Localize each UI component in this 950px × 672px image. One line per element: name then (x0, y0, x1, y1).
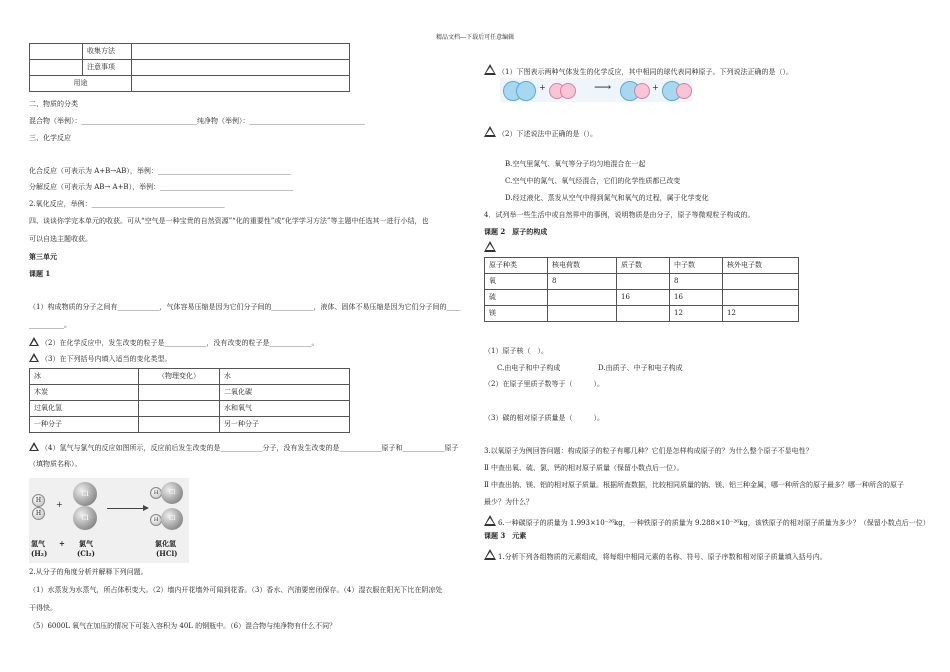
triangle-icon (484, 241, 496, 252)
table-cell (617, 274, 670, 290)
table-header-cell: 核电荷数 (548, 258, 617, 274)
plus-sign: + (539, 83, 546, 92)
table-cell: 木炭 (30, 385, 139, 401)
arrow-head-icon (143, 505, 149, 511)
table-row (30, 369, 350, 385)
triangle-icon (484, 64, 496, 75)
triangle-icon (484, 515, 496, 526)
option-text: B.空气里氮气、氧气等分子均匀地混合在一起 (505, 160, 646, 168)
table-cell: 收集方法 (83, 44, 132, 60)
question-text: 干得快。 (29, 604, 57, 612)
label-chlorine-formula: (Cl₂) (77, 549, 95, 558)
option-text: D.经过液化、蒸发从空气中得到氮气和氧气的过程，属于化学变化 (505, 194, 709, 202)
table-cell: 二氧化碳 (220, 385, 350, 401)
question-text: Ⅱ 中查出氧、硫、氯、钙的相对原子质量（保留小数点后一位）。 (484, 464, 684, 472)
label-hydrogen-formula: (H₂) (31, 549, 48, 558)
table-cell (30, 60, 83, 76)
table-row (30, 417, 350, 433)
blue-atom-icon (516, 81, 536, 101)
table-cell: 16 (617, 290, 670, 306)
plus-sign: + (56, 500, 63, 509)
text-line: 四、谈谈你学完本单元的收获。可从“空气是一种宝贵的自然资源”“化的重要性”或“化学学习方法”等主题中任选其一进行小结，也 (29, 217, 429, 225)
unit-title: 第三单元 (29, 252, 57, 261)
chlorine-atom-icon: Cl (73, 482, 97, 506)
question-text (484, 64, 793, 76)
text-line: 化合反应（可表示为 A+B→AB），举例：______________________________________ (29, 167, 291, 175)
question-label: 1.分析下列各组物质的元素组成，将每组中相同元素的名称、符号、原子序数和相对原子质量填入括号内。 (498, 553, 827, 561)
table-cell: 注意事项 (83, 60, 132, 76)
table-cell: 12 (723, 306, 799, 322)
table-cell: 镁 (485, 306, 548, 322)
option-text: D.由质子、中子和电子构成 (598, 364, 683, 372)
lesson-title: 课题 1 (29, 269, 51, 278)
table-cell: 水和氧气 (220, 401, 350, 417)
table-cell (132, 44, 350, 60)
question-text: 4．试列举一些生活中或自然界中的事例，说明物质是由分子，原子等微观粒子构成的。 (484, 211, 755, 219)
table-cell: 氧 (485, 274, 548, 290)
table-header-cell: 中子数 (670, 258, 723, 274)
hydrogen-atom-icon: H (150, 514, 162, 526)
hydrogen-atom-icon: H (150, 487, 162, 499)
text-line: 混合物（举例）：_________________________________纯净物（举例）：_________________________________ (29, 117, 365, 125)
question-text (484, 549, 827, 561)
question-label: （1）下图表示两种气体发生的化学反应，其中相同的球代表同种原子。下列说法正确的是（）。 (498, 68, 793, 76)
question-text: __________。 (29, 321, 71, 329)
molecule-diagram (500, 78, 692, 102)
question-text: （1）原子核（ ）。 (484, 347, 548, 355)
table-row (30, 44, 350, 60)
chlorine-atom-icon: Cl (161, 482, 183, 504)
table-row (485, 290, 799, 306)
reaction-arrow: ⟶ (594, 80, 612, 94)
table-row (30, 76, 350, 92)
table-cell (139, 417, 220, 433)
table-cell: 过氧化氢 (30, 401, 139, 417)
question-marker (484, 241, 498, 253)
question-text: 最少？为什么？ (484, 498, 533, 506)
table-cell (139, 385, 220, 401)
lesson-title: 课题 3 元素 (484, 531, 527, 540)
table-cell: 8 (670, 274, 723, 290)
table-header-cell: 核外电子数 (723, 258, 799, 274)
question-text: （3）碳的相对原子质量是（ ）。 (484, 414, 604, 422)
table-row (485, 274, 799, 290)
text-line: 分解反应（可表示为 AB→ A+B），举例：______________________________________ (29, 183, 294, 191)
reaction-arrow (107, 508, 145, 509)
table-cell: （物理变化） (139, 369, 220, 385)
table-cell (30, 44, 83, 60)
question-label: （4）氢气与氯气的反应如图所示，反应前后发生改变的是____________分子，没有发生改变的是____________原子和____________原子 (41, 444, 459, 452)
question-label: （2）下述说法中正确的是（）。 (498, 130, 597, 138)
table-cell: 一种分子 (30, 417, 139, 433)
question-text (29, 337, 318, 347)
reaction-figure (29, 478, 189, 563)
table-row (485, 306, 799, 322)
table-row (30, 385, 350, 401)
question-text: （填物质名称）。 (29, 460, 82, 468)
table-cell: 8 (548, 274, 617, 290)
table-header-cell: 原子种类 (485, 258, 548, 274)
question-text (484, 126, 597, 138)
question-text: （2）在原子里质子数等于（ ）。 (484, 380, 604, 388)
chlorine-atom-icon: Cl (161, 508, 183, 530)
table-cell (723, 290, 799, 306)
hydrogen-atom-icon: H (32, 507, 45, 520)
question-text: （1）构成物质的分子之间有____________，气体容易压缩是因为它们分子间的____________，液体、固体不易压缩是因为它们分子间的____ (29, 303, 461, 311)
question-text: Ⅱ 中查出钠、镁、铝的相对原子质量。根据所查数据，比较相同质量的钠、镁、铝三种金属，哪一种所含的原子最多？哪一种所含的原子 (484, 481, 904, 489)
table-cell (617, 306, 670, 322)
table-cell: 硫 (485, 290, 548, 306)
table-cell (548, 290, 617, 306)
question-text: 3.以氧原子为例回答问题：构成原子的粒子有哪几种？它们是怎样构成原子的？为什么整个原子不显电性？ (484, 447, 813, 455)
question-text (484, 515, 930, 527)
table-cell: 12 (670, 306, 723, 322)
question-label: 6.一种碳原子的质量为 1.993×10⁻²⁶kg，一种铁原子的质量为 9.288×10⁻²⁶kg，该铁原子的相对原子质量为多少？（保留小数点后一位） (498, 519, 930, 527)
triangle-icon (29, 442, 39, 451)
table-cell: 16 (670, 290, 723, 306)
change-type-table (29, 368, 350, 433)
table-cell (139, 401, 220, 417)
table-cell: 用途 (30, 76, 132, 92)
text-line: 2.氧化反应，举例：______________________________________ (29, 200, 225, 208)
atom-structure-table (484, 257, 799, 322)
table-cell (132, 76, 350, 92)
plus-sign: + (652, 83, 659, 92)
question-text: （1）水蒸发为水蒸气，所占体积变大。（2）墙内开花墙外可闻到花香。（3）香水、汽油要密闭保存。（4）湿衣服在阳光下比在阴凉处 (29, 586, 443, 594)
question-text (29, 442, 458, 452)
label-hcl: 氯化氢 (155, 539, 176, 548)
section-heading: 二、物质的分类 (29, 100, 78, 108)
table-header-cell: 质子数 (617, 258, 670, 274)
plus-sign: + (59, 539, 65, 548)
lesson-title: 课题 2 原子的构成 (484, 227, 548, 236)
triangle-icon (29, 353, 39, 362)
label-chlorine: 氯气 (79, 539, 93, 548)
section-heading: 三、化学反应 (29, 134, 71, 142)
option-text: C.空气中的氮气、氧气经混合，它们的化学性质都已改变 (505, 177, 681, 185)
question-text: （5）6000L 氧气在加压的情况下可装入容积为 40L 的钢瓶中。（6）混合物与纯净物有什么不同？ (29, 622, 337, 630)
hydrogen-atom-icon: H (32, 494, 45, 507)
collection-table (29, 43, 350, 92)
pink-atom-icon (634, 83, 650, 99)
table-cell: 冰 (30, 369, 139, 385)
table-row (30, 60, 350, 76)
label-hydrogen: 氢气 (31, 539, 45, 548)
table-header-row (485, 258, 799, 274)
option-text: C.由电子和中子构成 (497, 364, 561, 372)
triangle-icon (484, 549, 496, 560)
table-cell: 另一种分子 (220, 417, 350, 433)
table-cell (548, 306, 617, 322)
chlorine-atom-icon: Cl (73, 506, 97, 530)
text-line: 可以自选主题收获。 (29, 235, 92, 243)
question-label: （3）在下列括号内填入适当的变化类型。 (41, 355, 172, 363)
question-text (29, 353, 171, 363)
triangle-icon (484, 126, 496, 137)
page-header: 精品文档---下载后可任意编辑 (436, 34, 515, 41)
question-text: 2.从分子的角度分析并解释下列问题。 (29, 568, 148, 576)
table-cell (723, 274, 799, 290)
pink-atom-icon (676, 83, 692, 99)
label-hcl-formula: (HCl) (156, 549, 178, 558)
triangle-icon (29, 337, 39, 346)
table-row (30, 401, 350, 417)
table-cell (132, 60, 350, 76)
pink-atom-icon (560, 83, 576, 99)
table-cell: 水 (220, 369, 350, 385)
question-label: （2）在化学反应中，发生改变的粒子是____________，没有改变的粒子是____________。 (41, 339, 319, 347)
